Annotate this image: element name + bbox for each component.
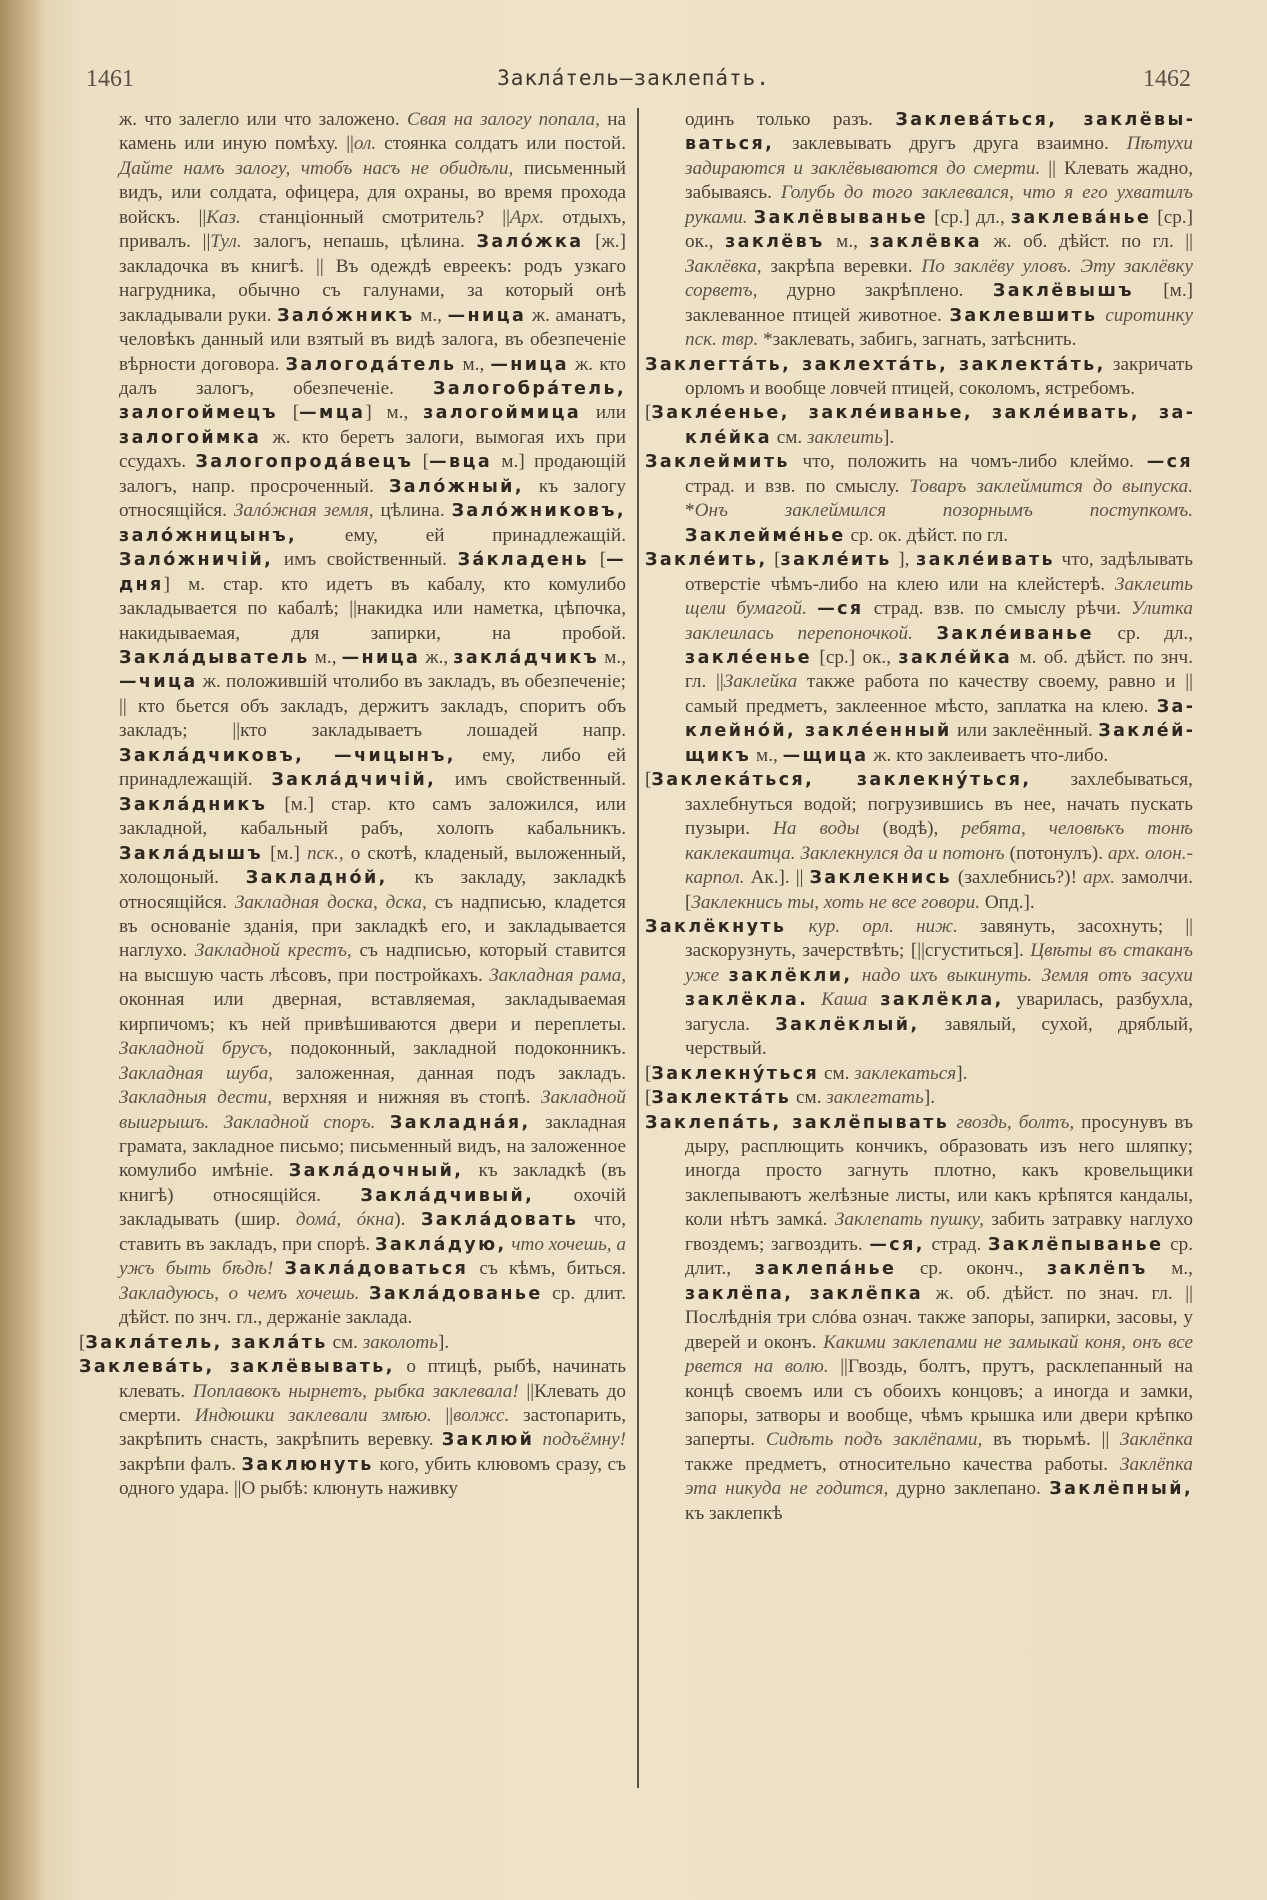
body-text: станціонный смотритель? || — [240, 206, 510, 228]
body-text — [786, 916, 808, 937]
body-text: страд. и взв. по смыслу. — [685, 475, 910, 497]
body-text: ж. аманатъ, человѣкъ данный или взятый въ видѣ залога, въ обезпеченіе вѣрности договора. — [119, 304, 626, 375]
body-text: застопарить, закрѣпить снасть, закрѣпить веревку. — [119, 1405, 627, 1451]
headword: Заклáтель, заклáть — [85, 1332, 328, 1353]
headword: —дня — [119, 550, 626, 595]
body-text: имъ свойственный. — [436, 769, 626, 791]
body-text: ]. — [882, 426, 895, 448]
dictionary-entry — [645, 401, 1193, 450]
headword: Залогобрáтель, залогоймецъ — [119, 378, 626, 424]
body-text: (потонулъ). — [1004, 842, 1108, 864]
headword: Заклáдовать — [420, 1210, 579, 1231]
headword: заклёпа, заклёпка — [685, 1283, 924, 1304]
headword: Заклёвышъ — [992, 281, 1134, 302]
headword: заклёкли, — [728, 965, 853, 986]
body-text — [868, 989, 881, 1010]
italic-text: гвоздь, болтъ, — [956, 1111, 1075, 1133]
column-divider — [637, 108, 639, 1788]
headword: Залóжниковъ, залóжницынъ, — [119, 501, 626, 546]
body-text: забить затравку наглухо гвоздемъ; загвоздить. — [685, 1209, 1193, 1255]
body-text: ж. кто заклеиваетъ что-либо. — [868, 744, 1109, 766]
body-text: м., — [309, 646, 342, 668]
body-text — [852, 965, 862, 986]
body-text: ж. кто беретъ залоги, вымогая ихъ при ссудахъ. — [119, 426, 626, 473]
body-text: ]. — [923, 1087, 936, 1109]
body-text: ж. что залегло или что заложено. — [119, 109, 407, 130]
body-text: ср. длит. дѣйст. по знч. гл., держаніе заклада. — [119, 1282, 626, 1329]
headword: Заклéиванье — [936, 623, 1094, 644]
body-text: ж. об. дѣйст. по знач. гл. ||Послѣднія три слóва означ. также запоры, запирки, засовы, у дверей и оконъ. — [685, 1282, 1193, 1353]
body-text — [719, 965, 729, 986]
body-text: [ — [413, 451, 430, 473]
body-text: || — [431, 1405, 454, 1427]
body-text: (захлебнись?)! — [951, 867, 1083, 889]
body-text — [359, 1283, 369, 1304]
body-text: ] м., — [365, 402, 424, 424]
body-text: стоянка солдатъ или постой. — [376, 133, 626, 155]
body-text: м.] продающій залогъ, напр. просроченный. — [119, 451, 627, 497]
body-text: ]. — [956, 1062, 968, 1084]
body-text: закрѣпи фалъ. — [119, 1453, 242, 1475]
headword: Заклейнóй, заклéенный — [685, 696, 1193, 742]
body-text: оконная или дверная, вставляемая, закладываемая кирпичомъ; къ ней привѣшиваются двери и переплеты. — [119, 989, 626, 1035]
dictionary-entry — [645, 915, 1193, 1062]
body-text: на камень или иную помѣху. || — [119, 109, 626, 155]
body-text: ср. оконч., — [896, 1258, 1048, 1280]
headword: —мца — [299, 403, 366, 424]
headword: Закладнóй, — [245, 868, 388, 889]
headword: Закладнáя, — [389, 1112, 531, 1133]
body-text: ||Гвоздь, болтъ, прутъ, расклепанный на концѣ своемъ или съ обоихъ концовъ; а иногда и замки, запоры, затворы и вообще, чѣмъ крышка или двери крѣпко заперты. — [685, 1356, 1193, 1451]
headword: заклáдчикъ — [453, 647, 600, 668]
headword: Заклегтáть, заклехтáть, заклектáть, — [645, 354, 1106, 375]
italic-text: заклекаться — [854, 1062, 957, 1084]
italic-text: Закладная шуба, — [119, 1062, 274, 1084]
italic-text: На воды — [773, 818, 860, 840]
body-text: [м.] — [263, 842, 307, 864]
body-text: о птицѣ, рыбѣ, начинать клевать. — [119, 1356, 626, 1402]
italic-text: Заклекнись ты, хоть не все говори. — [691, 891, 981, 913]
italic-text: Заклепать пушку, — [834, 1209, 984, 1231]
body-text: м., — [599, 646, 626, 668]
italic-text: Заклеить щели бумагой. — [685, 573, 1193, 620]
headword: заклёвъ — [725, 232, 825, 253]
headword: заклёкла, — [880, 990, 1004, 1011]
body-text: захлебываться, захлебнуться водой; погрузившись въ нее, начать пускать пузыри. — [685, 769, 1193, 840]
body-text: [м.] стар. кто самъ заложился, или закладной, кабальный рабъ, холопъ кабальникъ. — [119, 793, 626, 840]
italic-text: Закладная рама, — [489, 964, 626, 986]
italic-text: Каша — [821, 989, 868, 1011]
headword: Заклáдоваться — [284, 1259, 469, 1280]
headword: Заклёпный, — [1049, 1479, 1193, 1500]
headword: Залóжка — [476, 232, 584, 253]
dictionary-entry — [645, 1086, 1193, 1110]
headword: Заклáдчиковъ, —чицынъ, — [119, 745, 456, 766]
body-text: ж., — [420, 646, 454, 668]
body-text: [ср.] ок., — [685, 206, 1193, 253]
italic-text: что хочешь, а ужъ быть бѣдѣ! — [119, 1233, 626, 1280]
body-text — [375, 1112, 390, 1133]
body-text: (водѣ), — [859, 818, 962, 840]
left-column — [79, 108, 626, 1502]
body-text: заложенная, данная подъ закладъ. — [273, 1062, 626, 1084]
italic-text: пск., — [306, 842, 344, 864]
body-text: [ — [767, 549, 781, 571]
dictionary-entry — [79, 108, 626, 1331]
body-text: дурно закрѣплено. — [757, 280, 993, 302]
body-text: ж. об. дѣйст. по гл. || — [981, 231, 1193, 253]
headword: Заклéйщикъ — [685, 721, 1193, 766]
headword: Заклáдочный, — [288, 1161, 464, 1182]
headword: заклéить — [780, 550, 892, 571]
italic-text: По заклёву уловъ. Эту заклёвку сорветъ, — [685, 255, 1193, 302]
headword: Заклюнуть — [241, 1454, 374, 1475]
italic-text: Заклёпка — [1119, 1429, 1193, 1451]
italic-text: Закладной выигрышъ. Закладной споръ. — [119, 1087, 627, 1133]
headword: Заклеймéнье — [685, 525, 846, 546]
body-text: о скотѣ, кладеный, выложенный, холощоный. — [119, 842, 626, 889]
italic-text: надо ихъ выкинуть. Земля отъ засухи — [861, 964, 1194, 986]
body-text: что, задѣлывать отверстіе чѣмъ-либо на клею или на клейстерѣ. — [685, 549, 1193, 595]
body-text: что, ставить въ закладъ, при спорѣ. — [119, 1209, 627, 1255]
dictionary-entry — [645, 353, 1193, 402]
italic-text: Закладуюсь, о чемъ хочешь. — [119, 1282, 360, 1304]
body-text: ср. дл., — [1093, 622, 1194, 644]
body-text: [ — [277, 402, 300, 424]
headword: Заклáдую, — [374, 1234, 507, 1255]
body-text: къ заклепкѣ — [685, 1502, 783, 1524]
body-text: закладная грамата, закладное письмо; письменный видъ, на заложенное комулибо имѣніе. — [119, 1111, 626, 1182]
headword: Заклёпыванье — [987, 1234, 1164, 1255]
body-text: см. — [771, 426, 807, 448]
body-text: подоконный, закладной подоконникъ. — [272, 1038, 626, 1060]
body-text: ему, либо ей принадлежащій. — [119, 744, 626, 791]
body-text: м., — [751, 744, 783, 766]
body-text: цѣлина. — [373, 500, 452, 522]
headword: заклевáнье — [1010, 207, 1152, 228]
headword: Заклекáться, заклекнýться, — [651, 770, 1032, 791]
body-text: что, положить на чомъ-либо клеймо. — [789, 451, 1147, 473]
dictionary-entry — [645, 548, 1193, 768]
italic-text: Каз. — [206, 206, 241, 228]
italic-text: сиротинку пск. твр. — [685, 304, 1194, 351]
body-text: закрѣпа веревки. — [761, 255, 922, 277]
headword: Заклепáть, заклёпывать — [645, 1112, 950, 1133]
body-text: Ак.]. || — [744, 867, 810, 889]
page-number-right: 1462 — [1143, 66, 1191, 92]
headword: заклёпъ — [1047, 1259, 1148, 1280]
italic-text: Какими заклепами не замыкай коня, онъ все рвется на волю. — [685, 1331, 1193, 1378]
body-text: ] м. стар. кто идетъ въ кабалу, кто комулибо закладывается по кабалѣ; ||накидка или наметка, цѣпочка, накидываемая, для запирки, на пробой. — [119, 573, 626, 644]
dictionary-entry — [645, 108, 1193, 353]
italic-text: заколоть — [362, 1331, 438, 1353]
headword: —ся — [1146, 452, 1193, 473]
body-text: [м.] заклеванное птицей животное. — [685, 280, 1194, 326]
headword: Заклюй — [441, 1430, 535, 1451]
italic-text: Улитка заклеилась перепоночкой. — [685, 598, 1193, 644]
body-text: въ тюрьмѣ. || — [982, 1429, 1120, 1451]
italic-text: подъёмну! — [542, 1429, 627, 1451]
body-text: охочій закладывать (шир. — [119, 1184, 626, 1231]
italic-text: Закладная доска, дска, — [234, 891, 427, 913]
body-text: ж. кто далъ залогъ, обезпеченіе. — [119, 353, 626, 399]
headword: заклепáнье — [754, 1259, 897, 1280]
italic-text: волжс. — [453, 1405, 510, 1427]
headword: Заклёкнуть — [645, 916, 787, 937]
italic-text: Дайте намъ залогу, чтобъ насъ не обидѣли, — [119, 157, 514, 179]
headword: Заклекнись — [809, 868, 952, 889]
headword: Залóжничій, — [119, 550, 274, 571]
dictionary-entry — [645, 1111, 1193, 1527]
body-text: къ залогу относящійся. — [119, 475, 627, 522]
italic-text: арх. олон.-карпол. — [685, 842, 1193, 889]
headword: Заклевáть, заклёвывать, — [79, 1357, 395, 1378]
body-text: ж. положившій чтолибо въ закладъ, въ обезпеченіе; || кто бьется объ закладъ, держитъ закладъ, споритъ объ закладъ; ||кто закладываетъ лошадей напр. — [119, 671, 626, 742]
body-text: [ср.] ок., — [812, 646, 899, 668]
italic-text: Заклёпка эта никуда не годится, — [685, 1453, 1193, 1500]
body-text — [913, 623, 937, 644]
headword: —ница — [341, 647, 421, 668]
body-text: [ — [645, 1087, 652, 1109]
body-text: [ж.] закладочка въ книгѣ. || Въ одеждѣ евреекъ: родъ узкаго нагрудника, обычно съ галунами, за который онѣ закладывали руки. — [119, 231, 626, 326]
headword: залогоймка — [119, 427, 262, 448]
italic-text: Тул. — [210, 231, 242, 253]
italic-text: Товаръ заклеймится до выпуска. — [909, 475, 1193, 497]
headword: заклéенье — [685, 647, 813, 668]
body-text: отдыхъ, привалъ. || — [119, 206, 627, 253]
body-text: кого, убить клювомъ сразу, съ одного удара. ||О рыбѣ: клюнуть наживку — [119, 1453, 626, 1500]
headword: Заклевшить — [949, 305, 1098, 326]
headword: —ница — [490, 354, 569, 375]
body-text: также предметъ, относительно качества работы. — [685, 1453, 1120, 1475]
body-text: или — [581, 402, 626, 424]
body-text: [ср.] дл., — [928, 206, 1011, 228]
right-column — [645, 108, 1193, 1526]
body-text: верхняя и нижняя въ стопѣ. — [272, 1087, 541, 1109]
body-text: ]. — [437, 1331, 450, 1353]
headword: —ся — [817, 599, 864, 620]
body-text: м., — [1147, 1258, 1193, 1280]
body-text: м., — [824, 231, 870, 253]
body-text: письменный видъ, или солдата, офицера, для охраны, во время прохода войскъ. || — [119, 157, 626, 228]
italic-text: Свая на залогу попала, — [406, 109, 600, 130]
italic-text: Цвѣты въ стаканъ уже — [685, 940, 1194, 986]
headword: заклéивать — [916, 550, 1055, 571]
body-text: ], — [891, 549, 917, 571]
headword: Заклáдышъ — [119, 843, 264, 864]
body-text: съ надписью, кладется въ основаніе зданія, при закладкѣ его, и закладывается наглухо. — [119, 891, 627, 962]
body-text — [808, 989, 821, 1010]
body-text: замолчи. [ — [685, 867, 1193, 913]
headword: Заклекнýться — [651, 1063, 820, 1084]
headword: —щица — [782, 745, 869, 766]
body-text: страд. взв. по смыслу рѣчи. — [863, 598, 1132, 620]
body-text: заклевывать другъ друга взаимно. — [774, 133, 1127, 155]
body-text: къ закладу, закладкѣ относящійся. — [119, 867, 626, 913]
headword: Заклáдыватель — [119, 647, 310, 668]
body-text: * — [685, 500, 695, 522]
italic-text: Закладной брусъ, — [119, 1038, 273, 1060]
headword: Залóжникъ — [277, 305, 415, 326]
body-text: [ — [645, 1062, 652, 1084]
headword: Зáкладень — [457, 550, 590, 571]
body-text: завялый, сухой, дряблый, черствый. — [685, 1013, 1193, 1060]
dictionary-entry — [645, 1062, 1193, 1086]
body-text: закричать орломъ и вообще ловчей птицей, соколомъ, ястребомъ. — [685, 353, 1193, 399]
headword: Заклёклый, — [775, 1014, 920, 1035]
italic-text: ребята, человѣкъ тонѣ каклекаитца. Заклекнулся да и потонъ — [685, 818, 1193, 864]
body-text: просунувъ въ дыру, расплющить кончикъ, образовать изъ него шляпку; иногда просто загнуть плотно, какъ кровельщики заклепываютъ желѣзные листы, или какъ крѣпятся кандалы, коли нѣтъ замкá. — [685, 1111, 1193, 1231]
headword: Заклеймить — [645, 452, 790, 473]
italic-text: Сидѣть подъ заклёпами, — [765, 1429, 983, 1451]
headword: заклёвка — [869, 232, 982, 253]
body-text: ему, ей принадлежащій. — [297, 524, 626, 546]
body-text: *заклевать, забигь, загнать, затѣснить. — [758, 329, 1077, 351]
headword: —ся, — [869, 1234, 925, 1255]
body-text: также работа по качеству своему, равно и ||самый предметъ, заклеенное мѣсто, заплатка на клею. — [685, 671, 1193, 717]
body-text: [ — [589, 549, 607, 571]
headword: Заклектáть — [651, 1088, 792, 1109]
italic-text: Поплавокъ нырнетъ, рыбка заклевала! — [192, 1380, 519, 1402]
italic-text: Онъ заклеймился позорнымъ поступкомъ. — [694, 500, 1193, 522]
headword: Залогопродáвецъ — [195, 452, 414, 473]
italic-text: Закладной крестъ, — [194, 940, 352, 962]
italic-text: заклегтать — [826, 1087, 924, 1109]
body-text: || Клевать жадно, забываясь. — [685, 157, 1193, 204]
book-spine-shadow — [0, 0, 44, 1900]
headword: Заклáдникъ — [119, 794, 268, 815]
headword: —ница — [447, 305, 527, 326]
headword: Заклáдчичій, — [271, 770, 437, 791]
body-text: см. — [327, 1331, 363, 1353]
body-text: см. — [819, 1062, 855, 1084]
italic-text: Арх. — [509, 206, 545, 228]
page-number-left: 1461 — [86, 66, 134, 92]
italic-text: кур. орл. ниж. — [808, 915, 958, 937]
italic-text: Заклейка — [723, 671, 798, 693]
body-text: или заклеённый. — [951, 720, 1099, 742]
body-text: [ — [645, 769, 652, 791]
italic-text: Голубь до того заклевался, что я его ухватилъ руками. — [685, 182, 1193, 228]
headword: Заклéить, — [645, 550, 768, 571]
dictionary-entry — [79, 1331, 626, 1355]
body-text: см. — [791, 1087, 827, 1109]
body-text: м., — [414, 304, 448, 326]
body-text — [807, 598, 817, 619]
headword: залогоймица — [423, 403, 582, 424]
dictionary-entry — [645, 768, 1193, 915]
body-text: м., — [456, 353, 491, 375]
italic-text: Закладныя дести, — [119, 1087, 273, 1109]
body-text: имъ свойственный. — [273, 549, 458, 571]
headword: Залогодáтель — [285, 354, 457, 375]
body-text: уварилась, разбухла, загусла. — [685, 989, 1193, 1035]
body-text: завянуть, засохнуть; || заскорузнуть, зачерствѣть; [||сгуститься]. — [685, 915, 1194, 962]
italic-text: ол. — [353, 133, 377, 155]
italic-text: домá, óкна — [295, 1209, 395, 1231]
body-text: м. об. дѣйст. по знч. гл. || — [685, 646, 1193, 693]
running-header: Заклáтель—заклепáть. — [497, 66, 770, 90]
italic-text: заклеить — [806, 426, 883, 448]
body-text: съ кѣмъ, биться. — [468, 1258, 626, 1280]
body-text: ). — [394, 1209, 421, 1231]
dictionary-entry — [79, 1355, 626, 1502]
body-text: [ — [645, 402, 652, 424]
italic-text: арх. — [1082, 867, 1116, 889]
body-text: страд. — [924, 1233, 988, 1255]
italic-text: Залóжная земля, — [233, 500, 374, 522]
italic-text: Индюшки заклевали змѣю. — [194, 1405, 432, 1427]
headword: Заклевáться, заклёвываться, — [685, 110, 1193, 155]
body-text: Опд.]. — [980, 891, 1035, 913]
headword: —чица — [119, 672, 198, 693]
headword: —вца — [429, 452, 493, 473]
italic-text: Пѣтухи задираются и заклёвываются до смерти. — [685, 133, 1193, 179]
headword: Залóжный, — [388, 476, 524, 497]
body-text: [ — [79, 1331, 86, 1353]
headword: Заклéенье, заклéиванье, заклéивать, заклéйка — [651, 403, 1193, 448]
body-text: ||Клевать до смерти. — [119, 1380, 626, 1427]
body-text: къ закладкѣ (въ книгѣ) относящійся. — [119, 1160, 626, 1206]
italic-text: Заклёвка, — [685, 255, 762, 277]
body-text: одинъ только разъ. — [685, 109, 896, 130]
headword: Заклёвыванье — [753, 207, 929, 228]
headword: Заклáдованье — [369, 1283, 543, 1304]
dictionary-entry — [645, 450, 1193, 548]
headword: заклёкла. — [685, 990, 809, 1011]
body-text — [273, 1258, 284, 1279]
headword: заклéйка — [898, 647, 1013, 668]
body-text: ср. длит., — [685, 1233, 1193, 1280]
body-text: ср. ок. дѣйст. по гл. — [845, 524, 1009, 546]
body-text: залогъ, непашь, цѣлина. — [241, 231, 477, 253]
body-text: дурно заклепано. — [888, 1478, 1050, 1500]
headword: Заклáдчивый, — [360, 1185, 535, 1206]
body-text: съ надписью, который ставится на высшую часть лѣсовъ, при постройкахъ. — [119, 940, 626, 986]
